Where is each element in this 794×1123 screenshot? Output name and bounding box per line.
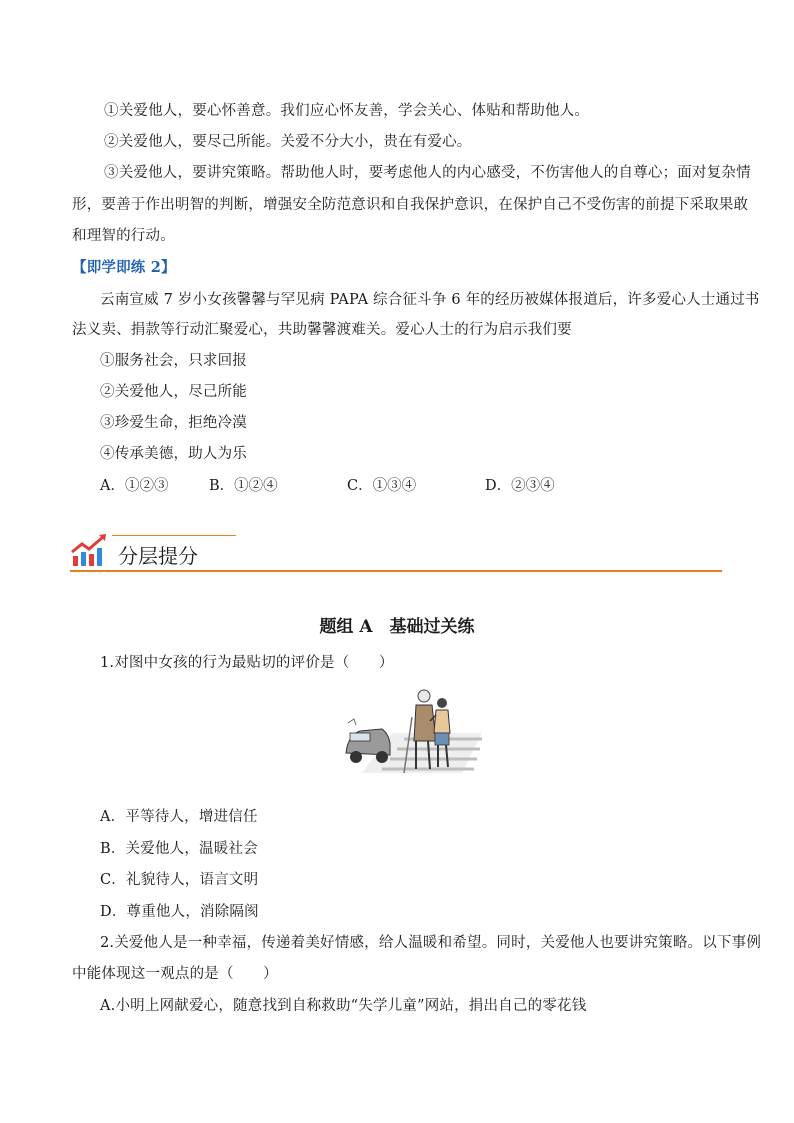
practice-stem-line-1: 云南宣威 7 岁小女孩馨馨与罕见病 PAPA 综合征斗争 6 年的经历被媒体报道后，许多爱心人士通过书 — [100, 292, 760, 308]
practice-item-3: ③珍爱生命，拒绝冷漠 — [100, 415, 247, 431]
question-1-stem: 1.对图中女孩的行为最贴切的评价是（ ） — [100, 655, 394, 671]
question-1-option-b: B．关爱他人，温暖社会 — [100, 841, 258, 857]
banner-title: 分层提分 — [118, 544, 198, 568]
practice-heading: 【即学即练 2】 — [72, 259, 176, 276]
practice-option-b: B．①②④ — [209, 478, 278, 494]
practice-option-c: C．①③④ — [347, 478, 417, 494]
intro-point-2: ②关爱他人，要尽己所能。关爱不分大小，贵在有爱心。 — [104, 134, 472, 150]
question-1-option-c: C．礼貌待人，语言文明 — [100, 872, 259, 888]
banner-top-line — [112, 535, 236, 536]
practice-item-1: ①服务社会，只求回报 — [100, 353, 247, 369]
intro-point-3-line-3: 和理智的行动。 — [72, 228, 175, 244]
question-2-stem-line-1: 2.关爱他人是一种幸福，传递着美好情感，给人温暖和希望。同时，关爱他人也要讲究策略。以下事例 — [100, 935, 762, 951]
group-a-title: 题组 A 基础过关练 — [319, 617, 475, 637]
practice-stem-line-2: 法义卖、捐款等行动汇聚爱心，共助馨馨渡难关。爱心人士的行为启示我们要 — [72, 322, 572, 338]
question-1-option-d: D．尊重他人，消除隔阂 — [100, 904, 259, 920]
banner-divider — [70, 570, 722, 572]
question-2-stem-line-2: 中能体现这一观点的是（ ） — [72, 966, 278, 982]
intro-point-3-line-1: ③关爱他人，要讲究策略。帮助他人时，要考虑他人的内心感受，不伤害他人的自尊心；面对复杂情 — [104, 165, 751, 181]
question-1-option-a: A．平等待人，增进信任 — [100, 809, 258, 825]
crossing-street-illustration — [342, 683, 485, 780]
intro-point-1: ①关爱他人，要心怀善意。我们应心怀友善，学会关心、体贴和帮助他人。 — [104, 103, 590, 119]
section-banner — [70, 532, 722, 574]
question-2-option-a: A.小明上网献爱心，随意找到自称救助“失学儿童”网站，捐出自己的零花钱 — [100, 998, 587, 1014]
practice-item-2: ②关爱他人，尽己所能 — [100, 384, 247, 400]
growth-chart-icon — [70, 532, 108, 570]
practice-option-d: D．②③④ — [485, 478, 555, 494]
practice-item-4: ④传承美德，助人为乐 — [100, 446, 247, 462]
intro-point-3-line-2: 形，要善于作出明智的判断，增强安全防范意识和自我保护意识，在保护自己不受伤害的前提下采取果敢 — [72, 197, 749, 213]
practice-option-a: A．①②③ — [100, 478, 169, 494]
